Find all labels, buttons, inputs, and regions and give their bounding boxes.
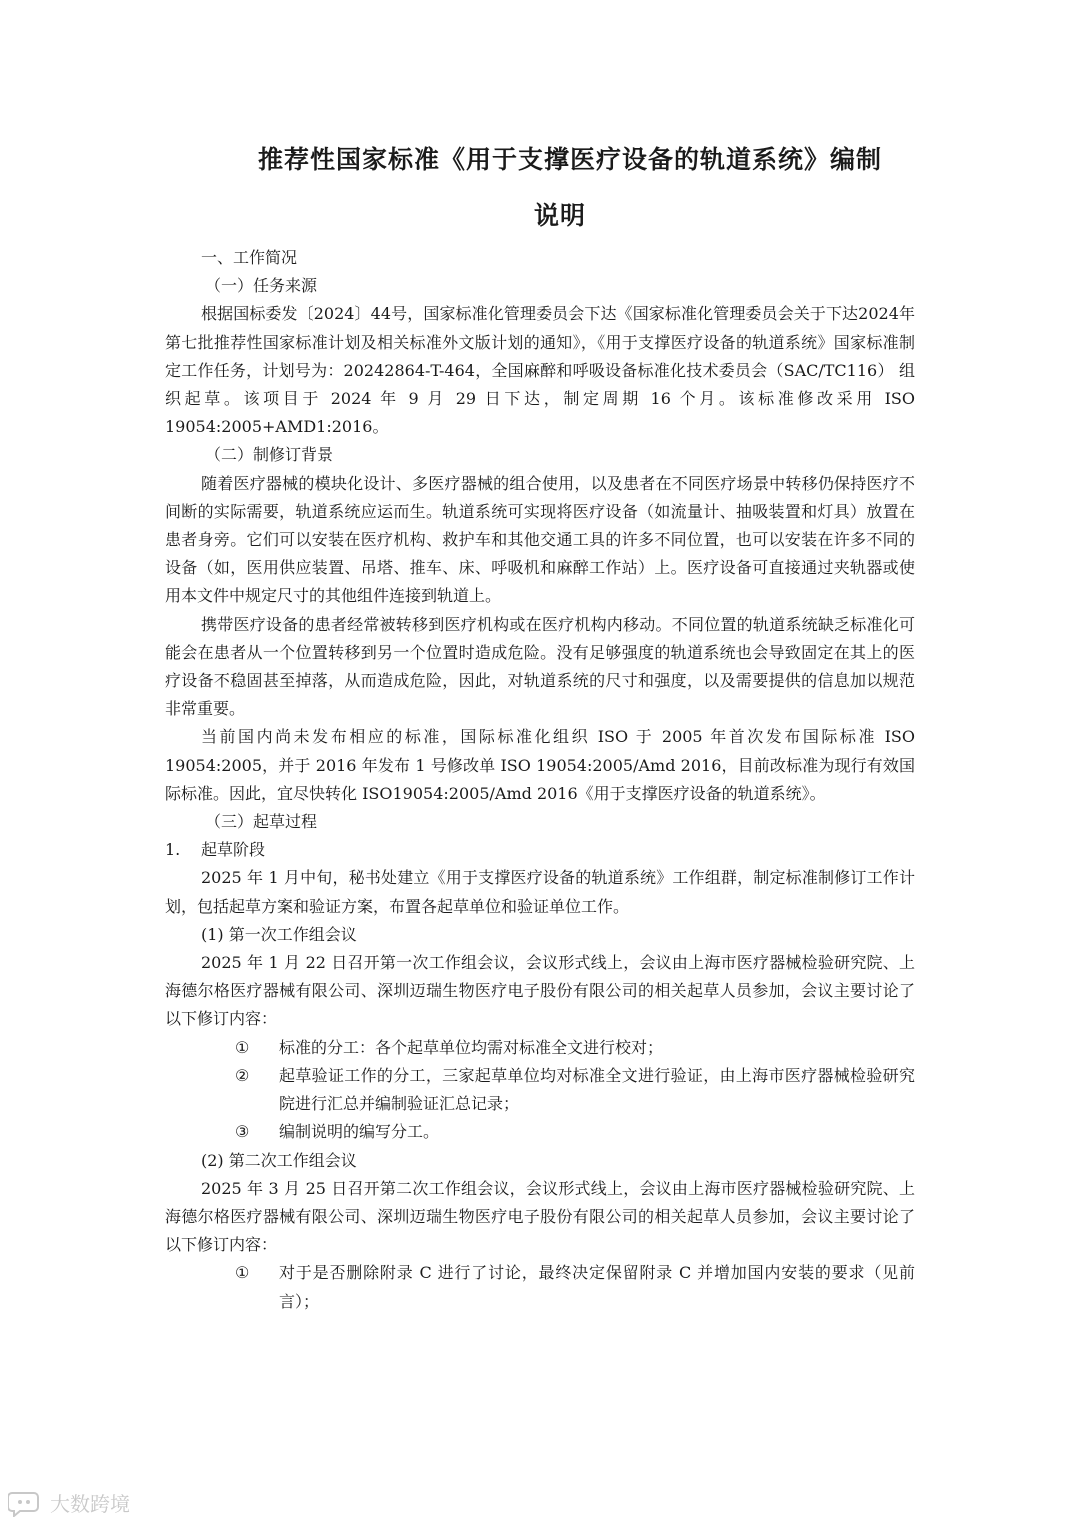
stage-heading-drafting <box>165 836 915 864</box>
list-marker: ③ <box>235 1122 250 1142</box>
subsection-heading-drafting-process: （三）起草过程 <box>205 812 318 832</box>
meeting1-list-item <box>165 1062 915 1118</box>
subsection-heading-task-source: （一）任务来源 <box>205 276 318 296</box>
document-body <box>165 244 915 1316</box>
list-marker: ① <box>235 1037 250 1057</box>
watermark <box>8 1488 130 1517</box>
chat-bubble-icon <box>8 1489 44 1517</box>
watermark-text: 大数跨境 <box>50 1492 130 1516</box>
paragraph-background-1: 随着医疗器械的模块化设计、多医疗器械的组合使用，以及患者在不同医疗场景中转移仍保持医疗不间断的实际需要，轨道系统应运而生。轨道系统可实现将医疗设备（如流量计、抽吸装置和灯具）放置在患者身旁。它们可以安装在医疗机构、救护车和其他交通工具的许多不同位置，也可以安装在许多不同的设备（如，医用供应装置、吊塔、推车、床、呼吸机和麻醉工作站）上。医疗设备可直接通过夹轨器或使用本文件中规定尺寸的其他组件连接到轨道上。 <box>165 473 915 606</box>
meeting2-heading: (2) 第二次工作组会议 <box>201 1150 357 1170</box>
document-title-line2: 说明 <box>533 201 586 230</box>
paragraph-meeting1: 2025 年 1 月 22 日召开第一次工作组会议，会议形式线上，会议由上海市医疗器械检验研究院、上海德尔格医疗器械有限公司、深圳迈瑞生物医疗电子股份有限公司的相关起草人员参加，会议主要讨论了以下修订内容： <box>165 953 915 1029</box>
list-item-text: 对于是否删除附录 C 进行了讨论，最终决定保留附录 C 并增加国内安装的要求（见前言）； <box>279 1263 915 1311</box>
paragraph-drafting-stage: 2025 年 1 月中旬，秘书处建立《用于支撑医疗设备的轨道系统》工作组群，制定标准制修订工作计划，包括起草方案和验证方案，布置各起草单位和验证单位工作。 <box>165 868 915 916</box>
subsection-heading-background: （二）制修订背景 <box>205 445 334 465</box>
list-item-text: 编制说明的编写分工。 <box>279 1122 440 1142</box>
meeting2-list-item <box>165 1259 915 1315</box>
meeting1-list-item <box>165 1118 915 1146</box>
section-heading-work-overview: 一、工作简况 <box>201 248 298 267</box>
meeting1-list-item <box>165 1034 915 1062</box>
paragraph-task-source: 根据国标委发〔2024〕44号，国家标准化管理委员会下达《国家标准化管理委员会关于下达2024年第七批推荐性国家标准计划及相关标准外文版计划的通知》，《用于支撑医疗设备的轨道系统》国家标准制定工作任务，计划号为：20242864-T-464，全国麻醉和呼吸设备标准化技术委员会（SAC/TC116） 组织起草。该项目于 2024 年 9 月 29 日下达，制定周期 16 个月。该标准修改采用 ISO 19054:2005+AMD1:2016。 <box>165 304 915 437</box>
list-item-text: 起草验证工作的分工，三家起草单位均对标准全文进行验证，由上海市医疗器械检验研究院进行汇总并编制验证汇总记录； <box>279 1065 915 1114</box>
paragraph-background-2: 携带医疗设备的患者经常被转移到医疗机构或在医疗机构内移动。不同位置的轨道系统缺乏标准化可能会在患者从一个位置转移到另一个位置时造成危险。没有足够强度的轨道系统也会导致固定在其上的医疗设备不稳固甚至掉落，从而造成危险，因此，对轨道系统的尺寸和强度，以及需要提供的信息加以规范非常重要。 <box>165 614 915 719</box>
document-title-line1: 推荐性国家标准《用于支撑医疗设备的轨道系统》编制 <box>257 145 882 174</box>
stage-label: 起草阶段 <box>201 840 266 860</box>
meeting1-heading: (1) 第一次工作组会议 <box>201 924 357 944</box>
list-marker: ① <box>235 1263 250 1283</box>
list-marker: ② <box>235 1065 250 1085</box>
list-item-text: 标准的分工：各个起草单位均需对标准全文进行校对； <box>279 1037 664 1057</box>
stage-number: 1. <box>165 840 181 860</box>
paragraph-meeting2: 2025 年 3 月 25 日召开第二次工作组会议，会议形式线上，会议由上海市医疗器械检验研究院、上海德尔格医疗器械有限公司、深圳迈瑞生物医疗电子股份有限公司的相关起草人员参加，会议主要讨论了以下修订内容： <box>165 1178 915 1255</box>
paragraph-background-3: 当前国内尚未发布相应的标准，国际标准化组织 ISO 于 2005 年首次发布国际标准 ISO 19054:2005，并于 2016 年发布 1 号修改单 ISO 19054:2005/Amd 2016，目前改标准为现行有效国际标准。因此，宜尽快转化 ISO19054:2005/Amd 2016《用于支撑医疗设备的轨道系统》。 <box>165 727 915 803</box>
